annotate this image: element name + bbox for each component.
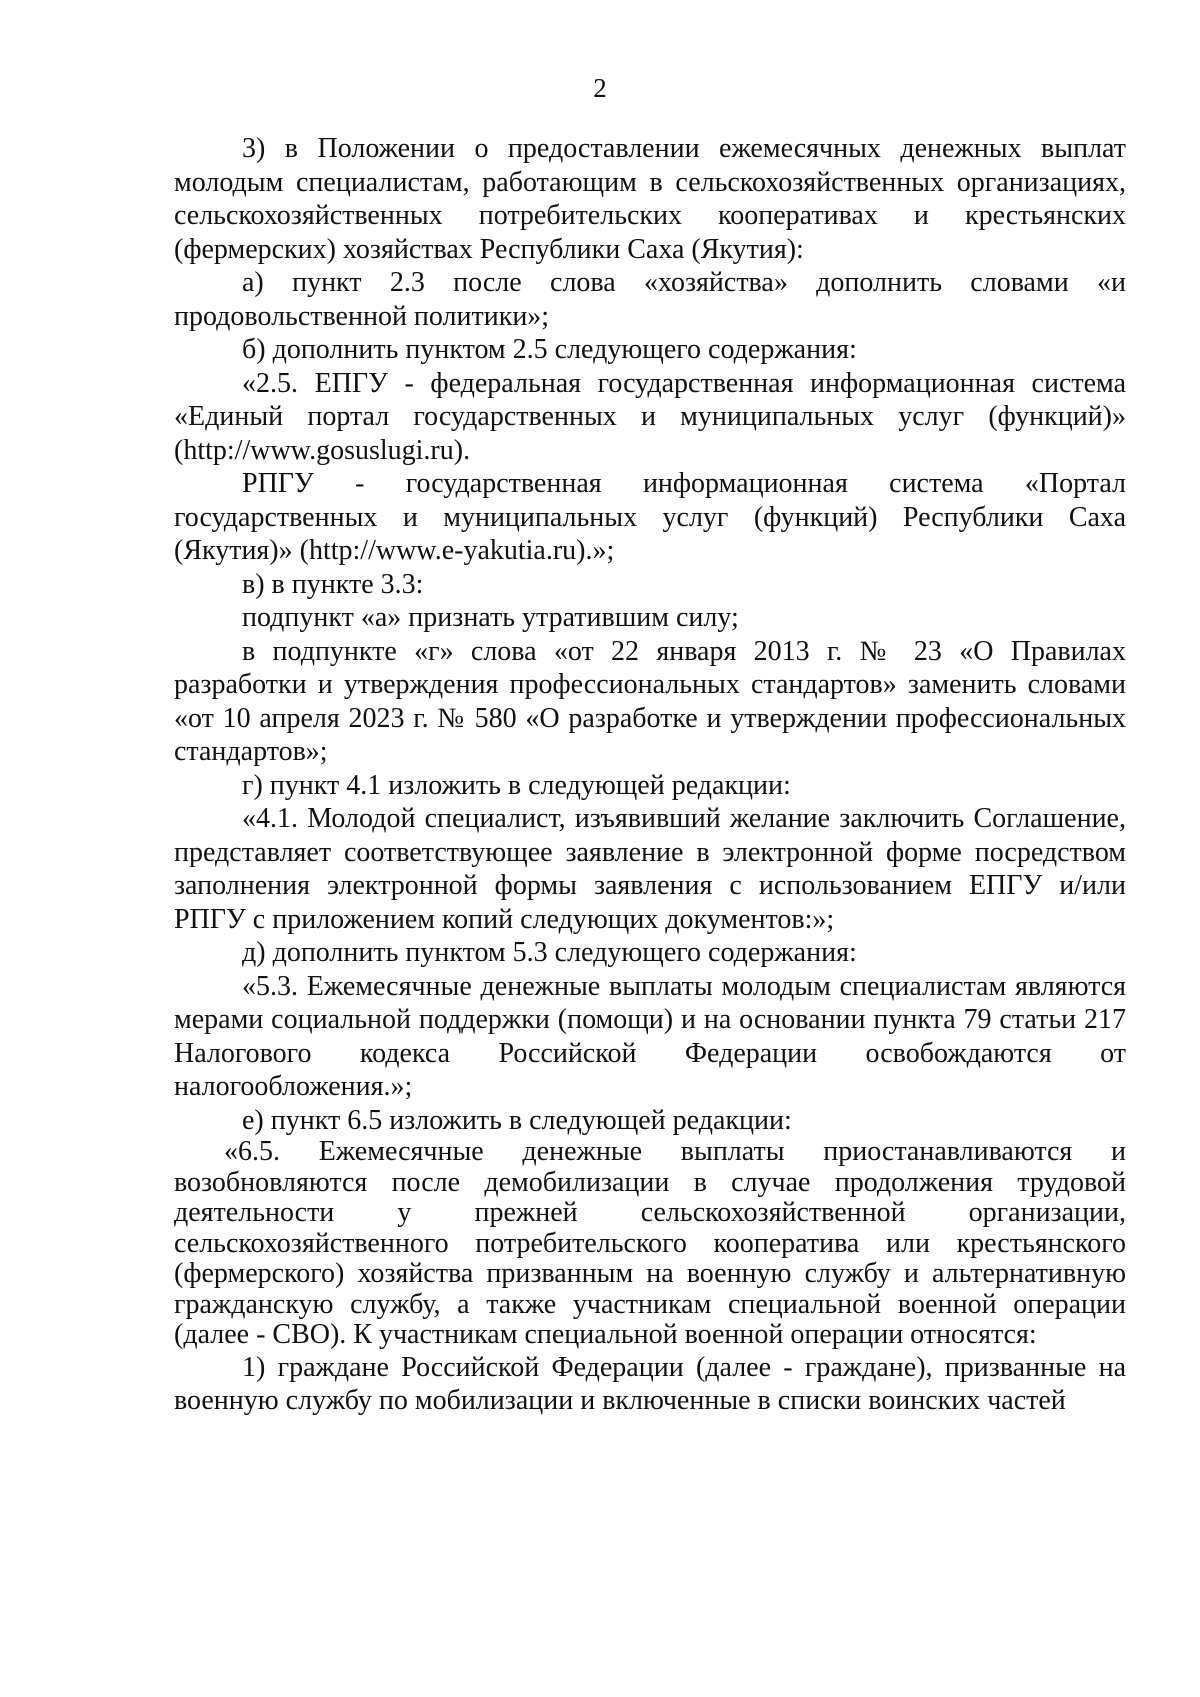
paragraph-10: «4.1. Молодой специалист, изъявивший желание заключить Соглашение, представляет соответствующее заявление в электронной форме посредством заполнения электронной формы заявления с использованием ЕПГУ и/или РПГУ с приложением копий следующих документов:»;	[174, 803, 1126, 935]
paragraph-14: «6.5. Ежемесячные денежные выплаты приостанавливаются и возобновляются после демобилизации в случае продолжения трудовой деятельности у прежней сельскохозяйственной организации, сельскохозяйственного потребительского кооператива или крестьянского (фермерского) хозяйства призванным на военную службу и альтернативную гражданскую службу, а также участникам специальной военной операции (далее - СВО). К участникам специальной военной операции относятся:	[174, 1136, 1126, 1350]
paragraph-2: а) пункт 2.3 после слова «хозяйства» дополнить словами «и продовольственной политики»;	[174, 267, 1126, 332]
paragraph-8: в подпункте «г» слова «от 22 января 2013 г. № 23 «О Правилах разработки и утверждения профессиональных стандартов» заменить словами «от 10 апреля 2023 г. № 580 «О разработке и утверждении профессиональных стандартов»;	[174, 635, 1126, 767]
paragraph-5: РПГУ - государственная информационная система «Портал государственных и муниципальных услуг (функций) Республики Саха (Якутия)» (http://www.e-yakutia.ru).»;	[174, 468, 1126, 566]
paragraph-12: «5.3. Ежемесячные денежные выплаты молодым специалистам являются мерами социальной поддержки (помощи) и на основании пункта 79 статьи 217 Налогового кодекса Российской Федерации освобождаются от налогообложения.»;	[174, 970, 1126, 1102]
document-body	[174, 132, 1126, 1418]
paragraph-3: б) дополнить пунктом 2.5 следующего содержания:	[242, 334, 857, 365]
paragraph-4: «2.5. ЕПГУ - федеральная государственная информационная система «Единый портал государственных и муниципальных услуг (функций)» (http://www.gosuslugi.ru).	[174, 367, 1126, 466]
paragraph-7: подпункт «а» признать утратившим силу;	[242, 602, 739, 633]
page-number: 2	[593, 73, 607, 103]
paragraph-11: д) дополнить пунктом 5.3 следующего содержания:	[242, 937, 857, 968]
paragraph-13: е) пункт 6.5 изложить в следующей редакции:	[242, 1104, 792, 1136]
paragraph-1: 3) в Положении о предоставлении ежемесячных денежных выплат молодым специалистам, работающим в сельскохозяйственных организациях, сельскохозяйственных потребительских кооперативах и крестьянских (фермерских) хозяйствах Республики Саха (Якутия):	[174, 133, 1126, 265]
paragraph-15: 1) граждане Российской Федерации (далее - граждане), призванные на военную службу по мобилизации и включенные в списки воинских частей	[174, 1351, 1126, 1416]
paragraph-6: в) в пункте 3.3:	[242, 568, 424, 600]
paragraph-9: г) пункт 4.1 изложить в следующей редакции:	[242, 769, 791, 801]
